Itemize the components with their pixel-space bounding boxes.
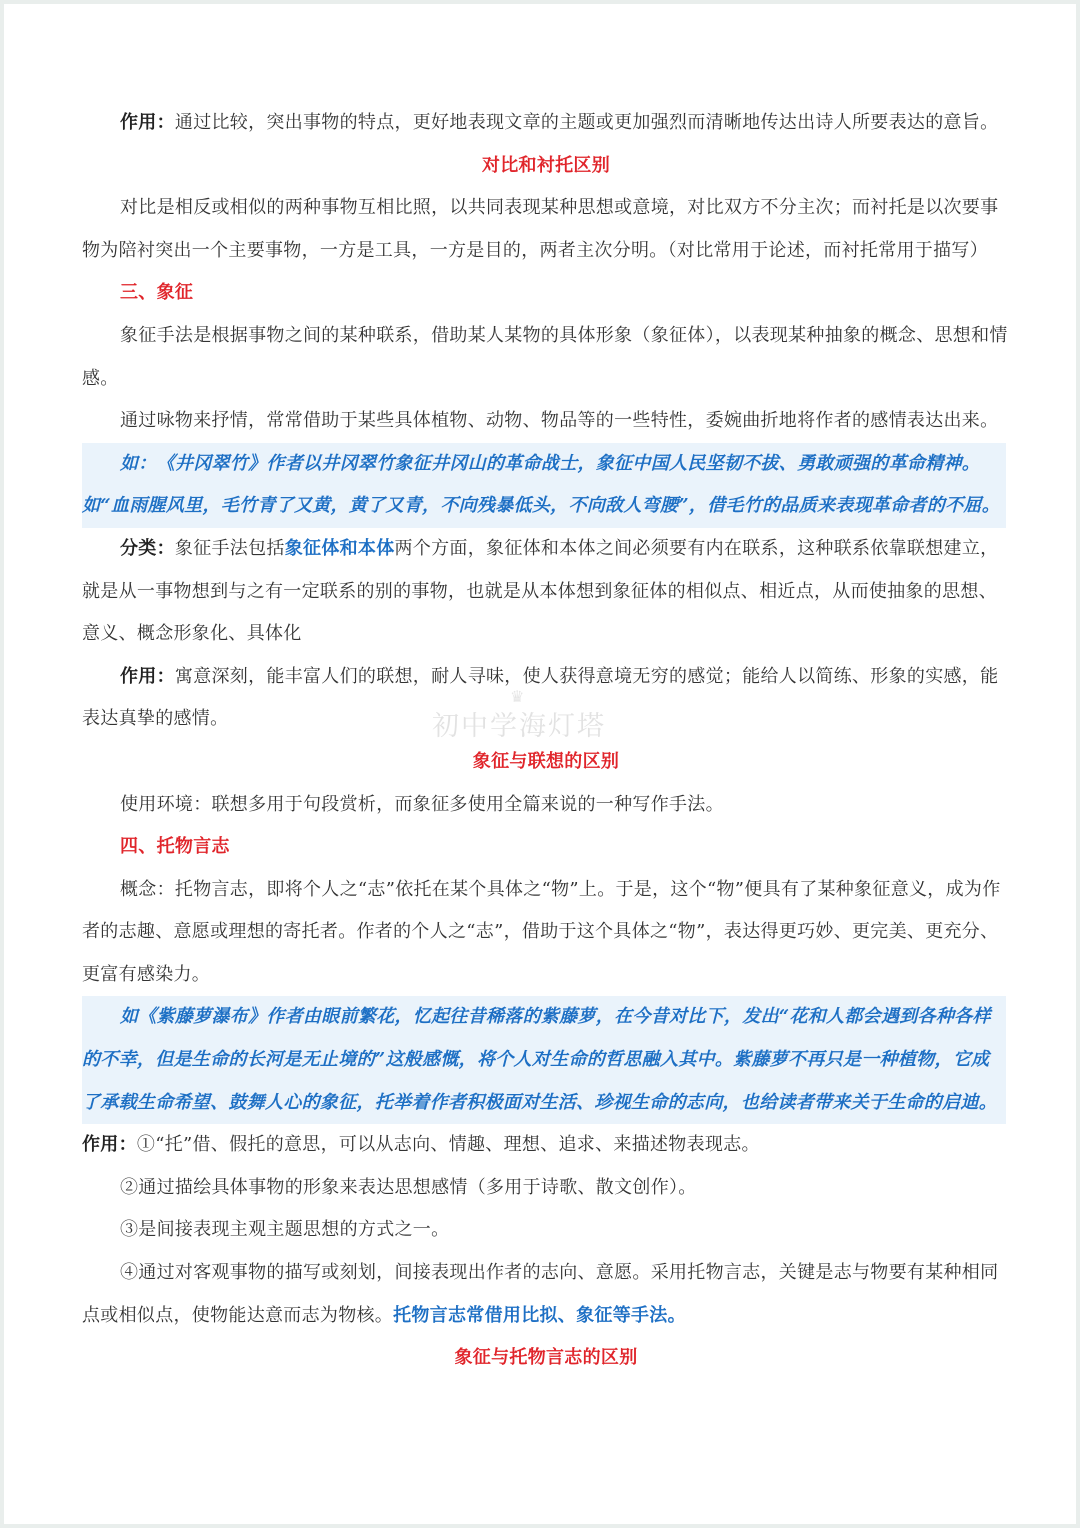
effect-item-2: ②通过描绘具体事物的形象来表达思想感情（多用于诗歌、散文创作）。 bbox=[120, 1176, 697, 1198]
symbol-expression-paragraph: 通过咏物来抒情，常常借助于某些具体植物、动物、物品等的一些特性，委婉曲折地将作者的感情表达出来。 bbox=[120, 410, 999, 432]
wisteria-example-box bbox=[82, 996, 1006, 1124]
classification-highlight: 象征体和本体 bbox=[284, 537, 395, 559]
effect-item-4-highlight: 托物言志常借用比拟、象征等手法。 bbox=[393, 1304, 686, 1326]
effect-text-2: 寓意深刻，能丰富人们的联想，耐人寻味，使人获得意境无穷的感觉；能给人以简练、形象的实感，能表达真挚的感情。 bbox=[82, 665, 999, 730]
symbol-definition-paragraph: 象征手法是根据事物之间的某种联系，借助某人某物的具体形象（象征体），以表现某种抽象的概念、思想和情感。 bbox=[82, 324, 1008, 389]
wisteria-example-text: 如《紫藤萝瀑布》作者由眼前繁花，忆起往昔稀落的紫藤萝，在今昔对比下，发出“花和人都会遇到各种各样的不幸，但是生命的长河是无止境的”这般感慨，将个人对生命的哲思融入其中。紫藤萝不再只是一种植物，它成了承载生命希望、鼓舞人心的象征，托举着作者积极面对生活、珍视生命的志向，也给读者带来关于生命的启迪。 bbox=[82, 1006, 997, 1113]
heading-contrast-vs-foil: 对比和衬托区别 bbox=[481, 154, 611, 176]
classification-label: 分类： bbox=[120, 537, 175, 559]
heading-symbol-vs-association: 象征与联想的区别 bbox=[472, 750, 620, 772]
symbol-example-text: 如：《井冈翠竹》作者以井冈翠竹象征井冈山的革命战士，象征中国人民坚韧不拔、勇敢顽强的革命精神。如“血雨腥风里，毛竹青了又黄，黄了又青，不向残暴低头，不向敌人弯腰”，借毛竹的品质来表现革命者的不屈。 bbox=[82, 452, 1001, 517]
effect-item-4-paragraph bbox=[82, 1252, 1010, 1337]
effect-item-3: ③是间接表现主观主题思想的方式之一。 bbox=[120, 1219, 450, 1241]
contrast-paragraph: 对比是相反或相似的两种事物互相比照，以共同表现某种思想或意境，对比双方不分主次；而衬托是以次要事物为陪衬突出一个主要事物，一方是工具，一方是目的，两者主次分明。（对比常用于论述，而衬托常用于描写） bbox=[82, 197, 999, 261]
heading-symbol-vs-tuowu: 象征与托物言志的区别 bbox=[454, 1347, 638, 1369]
watermark-crown-icon: ♛ bbox=[510, 687, 525, 706]
effect-label-3: 作用： bbox=[82, 1134, 137, 1156]
effect-item-4: ④通过对客观事物的描写或刻划，间接表现出作者的志向、意愿。采用托物言志，关键是志与物要有某种相同点或相似点，使物能达意而志为物核。 bbox=[82, 1262, 999, 1326]
effect-list-line-1 bbox=[82, 1124, 1010, 1167]
effect-label: 作用： bbox=[120, 112, 175, 133]
classification-text-b: 两个方面，象征体和本体之间必须要有内在联系，这种联系依靠联想建立，就是从一事物想到与之有一定联系的别的事物，也就是从本体想到象征体的相似点、相近点，从而使抽象的思想、意义、概念形象化、具体化 bbox=[82, 537, 999, 645]
section-4-title: 四、托物言志 bbox=[120, 836, 230, 858]
effect-paragraph-1 bbox=[82, 102, 1010, 145]
watermark: 初中学海灯塔 bbox=[432, 711, 606, 742]
effect-item-1: ①“托”借、假托的意思，可以从志向、情趣、理想、追求、来描述物表现志。 bbox=[136, 1134, 760, 1156]
document-page bbox=[4, 4, 1076, 1524]
section-3-title: 三、象征 bbox=[120, 282, 194, 304]
effect-text: 通过比较，突出事物的特点，更好地表现文章的主题或更加强烈而清晰地传达出诗人所要表达的意旨。 bbox=[174, 112, 999, 133]
usage-paragraph: 使用环境：联想多用于句段赏析，而象征多使用全篇来说的一种写作手法。 bbox=[120, 793, 724, 815]
classification-paragraph bbox=[82, 528, 1010, 656]
effect-label-2: 作用： bbox=[120, 665, 175, 687]
concept-paragraph: 概念：托物言志，即将个人之“志”依托在某个具体之“物”上。于是，这个“物”便具有了某种象征意义，成为作者的志趣、意愿或理想的寄托者。作者的个人之“志”，借助于这个具体之“物”，表达得更巧妙、更完美、更充分、更富有感染力。 bbox=[82, 878, 1001, 985]
classification-text-a: 象征手法包括 bbox=[174, 537, 285, 559]
symbol-example-box bbox=[82, 443, 1006, 528]
